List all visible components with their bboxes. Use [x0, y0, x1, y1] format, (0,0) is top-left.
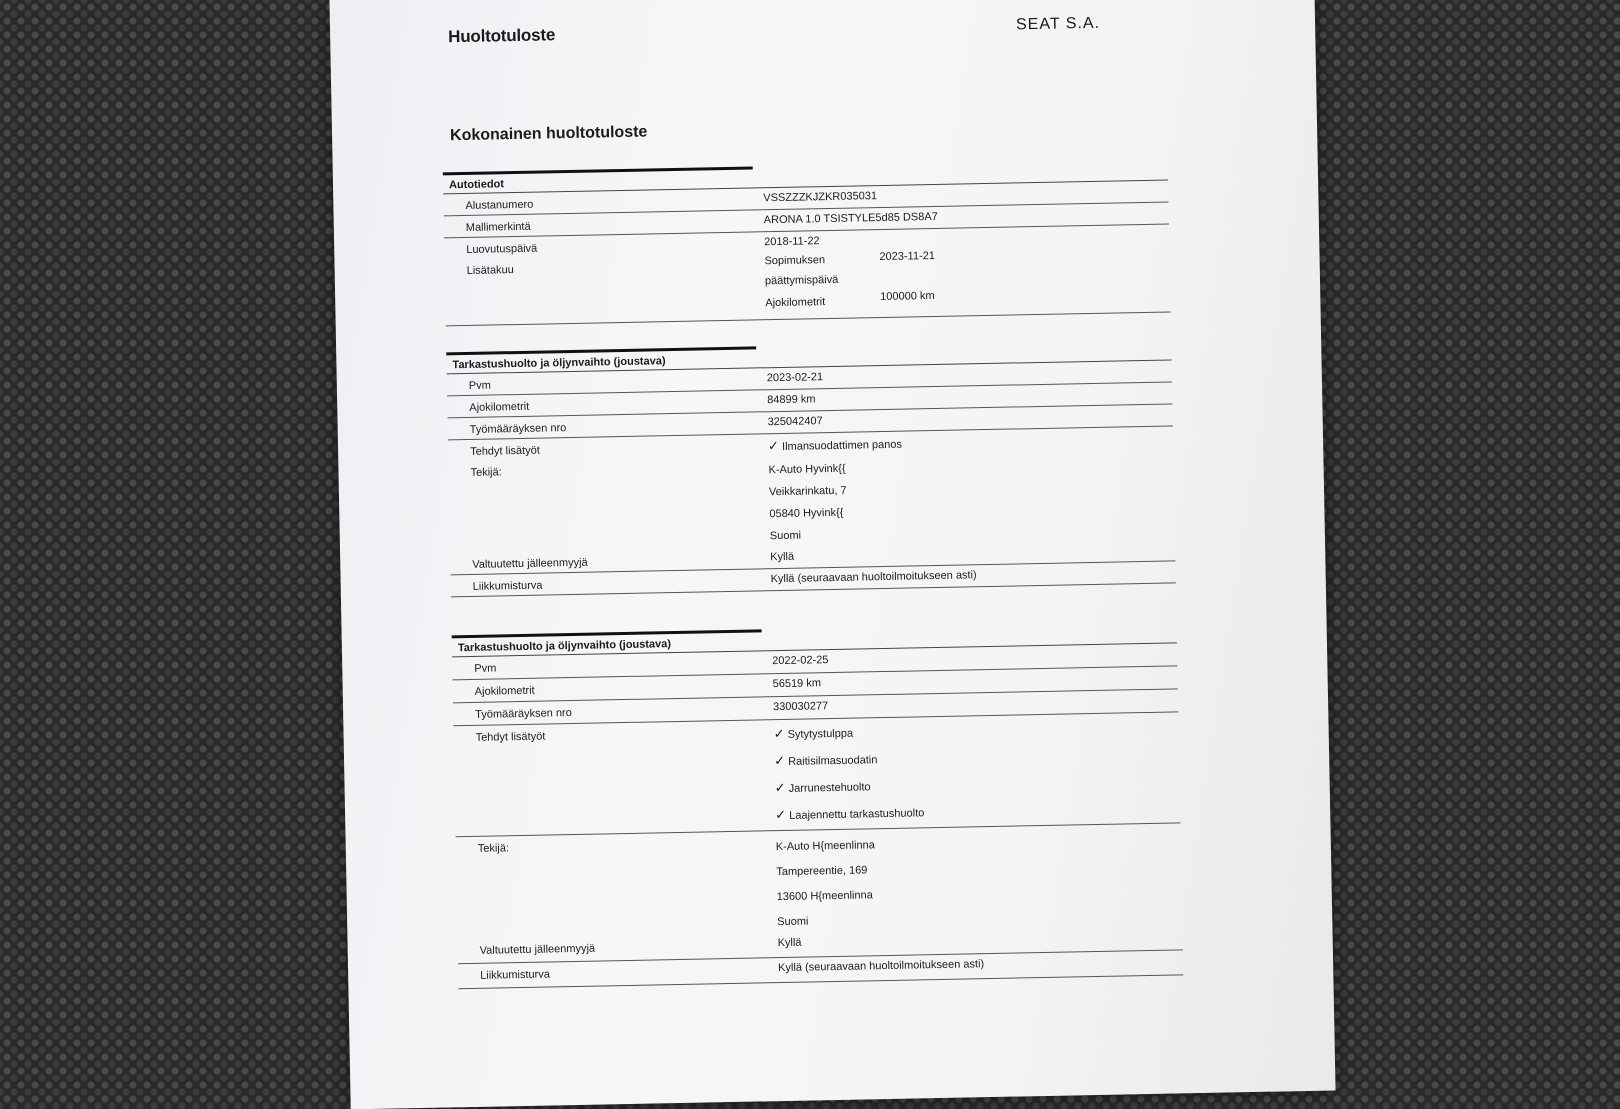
maker-address — [776, 833, 877, 935]
vehicle-heading: Autotiedot — [443, 161, 1168, 194]
service-section-1 — [446, 338, 1176, 597]
extra-item: ✓ Jarrunestehuolto — [774, 771, 924, 801]
service1-heading: Tarkastushuolto ja öljynvaihto (joustava) — [446, 341, 1171, 374]
document-title: Huoltotuloste — [447, 25, 556, 47]
check-icon: ✓ — [767, 438, 780, 454]
brand-name: SEAT S.A. — [1015, 14, 1101, 34]
contract-end-value: 2023-11-21 — [879, 249, 936, 264]
order-label: Työmääräyksen nro — [469, 422, 567, 436]
service2-extras-row — [453, 712, 1180, 837]
order-value: 330030277 — [772, 700, 829, 714]
maker-line: Veikkarinkatu, 7 — [768, 484, 847, 499]
model-label: Mallimerkintä — [465, 220, 531, 234]
maker-line: Suomi — [769, 529, 802, 543]
delivery-label: Luovutuspäivä — [466, 242, 538, 256]
extras-label: Tehdyt lisätyöt — [470, 444, 540, 458]
contract-end-label-2: päättymispäivä — [764, 273, 839, 288]
extra-item: ✓ Raitisilmasuodatin — [774, 744, 924, 774]
check-icon: ✓ — [773, 725, 785, 742]
order-label: Työmääräyksen nro — [475, 707, 572, 721]
date-label: Pvm — [468, 379, 491, 392]
km-label: Ajokilometrit — [469, 400, 530, 414]
maker-line: K-Auto H{meenlinna — [775, 839, 875, 854]
extra-item: ✓ Laajennettu tarkastushuolto — [775, 798, 925, 828]
maker-line: K-Auto Hyvink{{ — [768, 462, 846, 477]
maker-address — [768, 458, 847, 547]
vehicle-section — [443, 158, 1171, 326]
mobility-label: Liikkumisturva — [472, 579, 543, 593]
check-icon: ✓ — [773, 752, 786, 769]
delivery-value: 2018-11-22 — [764, 235, 820, 249]
check-icon: ✓ — [774, 779, 786, 796]
date-value: 2022-02-25 — [772, 654, 829, 668]
maker-label: Tekijä: — [477, 842, 510, 855]
vin-value: VSSZZZKJZKR035031 — [763, 190, 878, 205]
service2-heading: Tarkastushuolto ja öljynvaihto (joustava) — [452, 624, 1177, 657]
maker-line: 05840 Hyvink{{ — [769, 506, 844, 521]
km-value: 84899 km — [767, 393, 816, 407]
mobility-value: Kyllä (seuraavaan huoltoilmoitukseen asti) — [770, 569, 977, 586]
contract-end-label-1: Sopimuksen — [764, 254, 826, 268]
model-value: ARONA 1.0 TSISTYLE5d85 DS8A7 — [763, 210, 938, 227]
extra-item: ✓ Sytytystulppa — [773, 717, 923, 747]
km-label: Ajokilometrit — [474, 684, 535, 698]
service-section-2 — [452, 621, 1184, 989]
maker-line: Suomi — [777, 915, 809, 929]
extra-item: ✓ Ilmansuodattimen panos — [767, 438, 903, 454]
date-label: Pvm — [474, 662, 497, 675]
mobility-value: Kyllä (seuraavaan huoltoilmoitukseen asti) — [777, 958, 985, 975]
authorized-value: Kyllä — [777, 936, 802, 950]
extras-label: Tehdyt lisätyöt — [475, 730, 546, 744]
service-printout-paper — [329, 0, 1335, 1109]
vin-label: Alustanumero — [465, 198, 534, 212]
check-icon: ✓ — [775, 806, 787, 823]
maker-label: Tekijä: — [470, 466, 502, 479]
maker-line: 13600 H{meenlinna — [776, 889, 873, 904]
mobility-label: Liikkumisturva — [480, 968, 550, 982]
section-title: Kokonainen huoltotuloste — [449, 123, 648, 145]
authorized-value: Kyllä — [770, 550, 795, 564]
order-value: 325042407 — [767, 415, 823, 429]
extras-list — [773, 717, 924, 828]
authorized-label: Valtuutettu jälleenmyyjä — [472, 556, 588, 571]
maker-line: Tampereentie, 169 — [776, 864, 868, 879]
warranty-label: Lisätakuu — [466, 264, 514, 277]
authorized-label: Valtuutettu jälleenmyyjä — [479, 942, 596, 957]
km-value: 56519 km — [772, 677, 822, 691]
service2-maker-row — [456, 823, 1183, 939]
date-value: 2023-02-21 — [766, 371, 824, 385]
km-label: Ajokilometrit — [765, 296, 826, 310]
km-value: 100000 km — [880, 289, 935, 304]
